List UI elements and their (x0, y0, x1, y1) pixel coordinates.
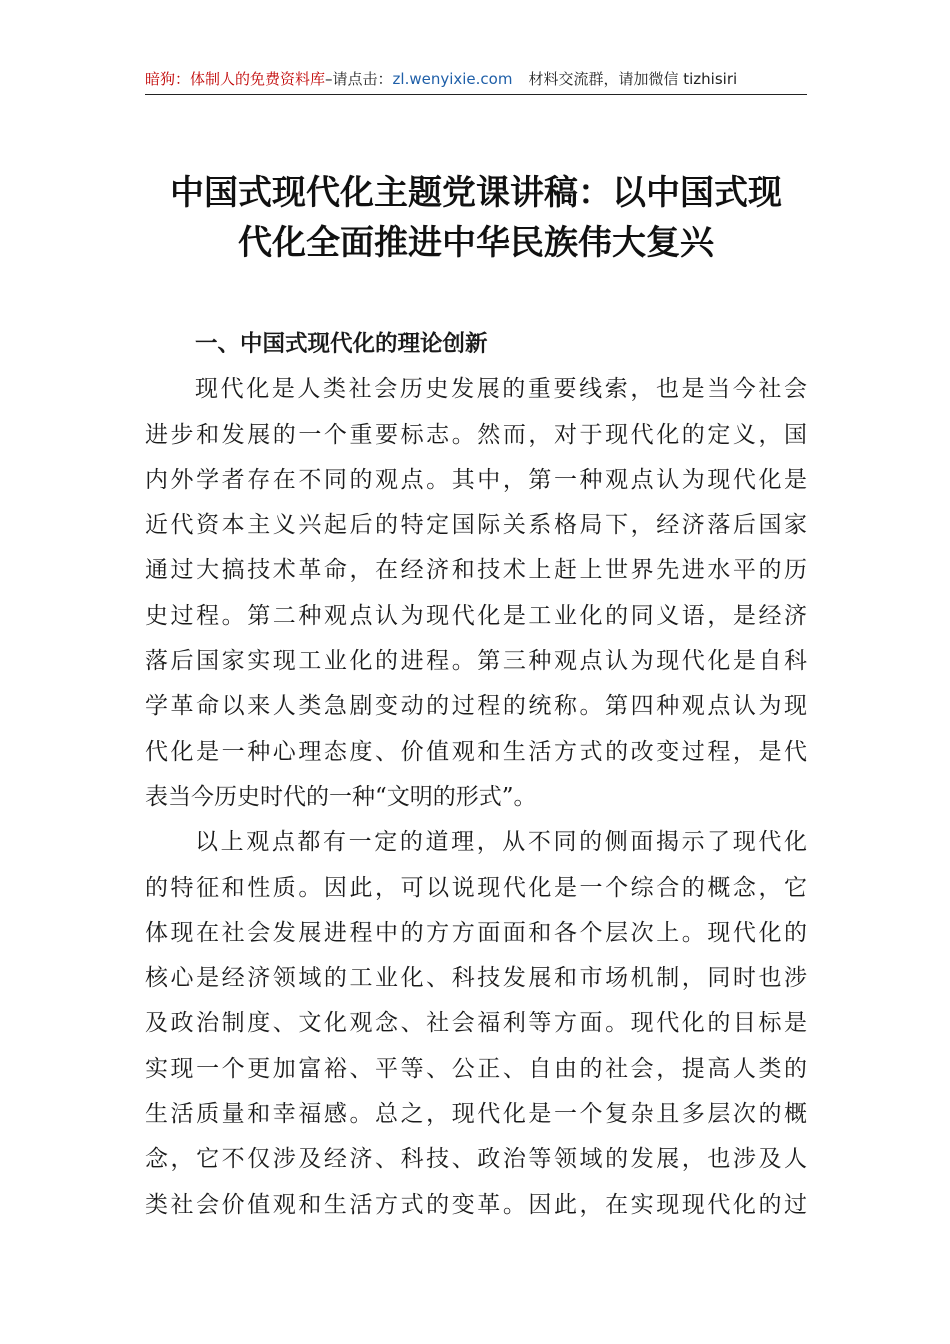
paragraph-2 (145, 820, 807, 1228)
title-line-1: 中国式现代化主题党课讲稿：以中国式现 (170, 173, 782, 213)
text-line: 的特征和性质。因此，可以说现代化是一个综合的概念，它 (145, 874, 807, 901)
text-line: 进步和发展的一个重要标志。然而，对于现代化的定义，国 (145, 421, 807, 448)
paragraph-1 (145, 367, 807, 820)
header-contact: 材料交流群，请加微信 tizhisiri (528, 70, 738, 88)
text-line: 内外学者存在不同的观点。其中，第一种观点认为现代化是 (145, 466, 807, 493)
text-line: 学革命以来人类急剧变动的过程的统称。第四种观点认为现 (145, 693, 807, 720)
text-line: 念，它不仅涉及经济、科技、政治等领域的发展，也涉及人 (145, 1146, 807, 1173)
document-body (145, 322, 807, 1228)
text-line: 落后国家实现工业化的进程。第三种观点认为现代化是自科 (145, 648, 807, 675)
header-brand: 暗狗：体制人的免费资料库 (145, 70, 326, 88)
header-link[interactable]: zl.wenyixie.com (392, 70, 513, 88)
title-line-2: 代化全面推进中华民族伟大复兴 (238, 223, 714, 263)
text-line: 生活质量和幸福感。总之，现代化是一个复杂且多层次的概 (145, 1101, 807, 1128)
header-prompt: –请点击： (325, 70, 393, 88)
page-header (145, 68, 807, 95)
text-line: 以上观点都有一定的道理，从不同的侧面揭示了现代化 (195, 829, 807, 856)
text-line: 表当今历史时代的一种“文明的形式”。 (145, 783, 537, 810)
section-heading: 一、中国式现代化的理论创新 (195, 331, 488, 357)
text-line: 体现在社会发展进程中的方方面面和各个层次上。现代化的 (145, 919, 807, 946)
text-line: 及政治制度、文化观念、社会福利等方面。现代化的目标是 (145, 1010, 807, 1037)
text-line: 史过程。第二种观点认为现代化是工业化的同义语，是经济 (145, 602, 807, 629)
text-line: 通过大搞技术革命，在经济和技术上赶上世界先进水平的历 (145, 557, 807, 584)
document-title (145, 168, 807, 268)
text-line: 实现一个更加富裕、平等、公正、自由的社会，提高人类的 (145, 1055, 807, 1082)
text-line: 类社会价值观和生活方式的变革。因此，在实现现代化的过 (145, 1191, 807, 1218)
text-line: 代化是一种心理态度、价值观和生活方式的改变过程，是代 (145, 738, 807, 765)
text-line: 近代资本主义兴起后的特定国际关系格局下，经济落后国家 (145, 512, 807, 539)
text-line: 核心是经济领域的工业化、科技发展和市场机制，同时也涉 (145, 965, 807, 992)
text-line: 现代化是人类社会历史发展的重要线索，也是当今社会 (195, 376, 807, 403)
